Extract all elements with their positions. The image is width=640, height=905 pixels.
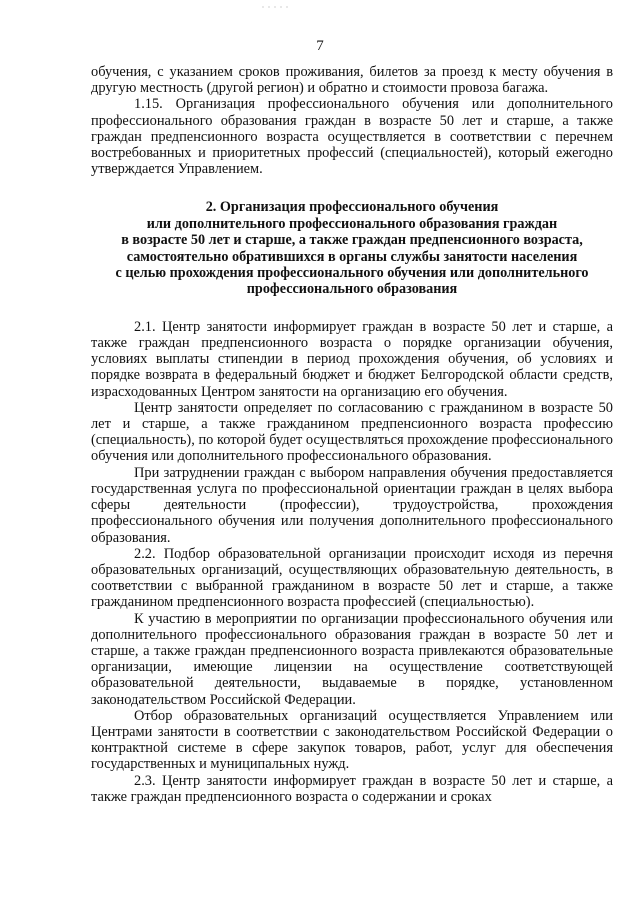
- section-2-heading-line: с целью прохождения профессионального обучения или дополнительного: [115, 265, 589, 282]
- paragraph-continuation: обучения, с указанием сроков проживания, билетов за проезд к месту обучения в другую местность (другой регион) и обратно и стоимости провоза багажа.: [91, 64, 613, 97]
- paragraph-2-3: 2.3. Центр занятости информирует граждан в возрасте 50 лет и старше, а также граждан предпенсионного возраста о содержании и сроках: [91, 772, 613, 805]
- paragraph-2-1-orientation: При затруднении граждан с выбором направления обучения предоставляется государственная услуга по профессиональной ориентации граждан в целях выбора сферы деятельности (профессии), трудоустройства, прохождения профессионального обучения или получения дополнительного профессионального образования.: [91, 464, 613, 546]
- scan-artifact: [262, 6, 290, 8]
- section-2-heading-line: или дополнительного профессионального образования граждан: [146, 215, 558, 232]
- section-2-heading-line: самостоятельно обратившихся в органы службы занятости населения: [126, 248, 578, 265]
- section-2-heading-line: 2. Организация профессионального обучения: [205, 199, 499, 216]
- document-body: [91, 64, 613, 805]
- page-number: 7: [316, 38, 324, 54]
- paragraph-2-2-participation: К участию в мероприятии по организации профессионального обучения или дополнительного профессионального образования граждан в возрасте 50 лет и старше, а также граждан предпенсионного возраста привлекаются образовательные организации, имеющие лицензии на осуществление соответствующей образовательной деятельности, выдаваемые в порядке, установленном законодательством Российской Федерации.: [91, 610, 613, 708]
- paragraph-2-1: 2.1. Центр занятости информирует граждан в возрасте 50 лет и старше, а также граждан предпенсионного возраста о порядке организации обучения, условиях выплаты стипендии в период прохождения обучения, об условиях и порядке возврата в федеральный бюджет и бюджет Белгородской области средств, израсходованных Центром занятости на организацию его обучения.: [91, 318, 613, 400]
- section-2-heading-line: профессионального образования: [246, 281, 458, 298]
- paragraph-2-2-selection: Отбор образовательных организаций осуществляется Управлением или Центрами занятости в соответствии с законодательством Российской Федерации о контрактной системе в сфере закупок товаров, работ, услуг для обеспечения государственных и муниципальных нужд.: [91, 707, 613, 773]
- section-2-heading-line: в возрасте 50 лет и старше, а также граждан предпенсионного возраста,: [121, 232, 583, 249]
- paragraph-2-2: 2.2. Подбор образовательной организации происходит исходя из перечня образовательных организаций, осуществляющих образовательную деятельность, в соответствии с выбранной гражданином в возрасте 50 лет и старше, а также гражданином предпенсионного возраста профессией (специальностью).: [91, 545, 613, 611]
- section-2-heading: [91, 199, 613, 297]
- paragraph-1-15: 1.15. Организация профессионального обучения или дополнительного профессионального образования граждан в возрасте 50 лет и старше, а также граждан предпенсионного возраста осуществляется в соответствии с перечнем востребованных и приоритетных профессий (специальностей), который ежегодно утверждается Управлением.: [91, 96, 613, 178]
- paragraph-2-1-specialty: Центр занятости определяет по согласованию с гражданином в возрасте 50 лет и старше, а также гражданином предпенсионного возраста профессию (специальность), по которой будет осуществляться прохождение профессионального обучения или дополнительного профессионального образования.: [91, 399, 613, 465]
